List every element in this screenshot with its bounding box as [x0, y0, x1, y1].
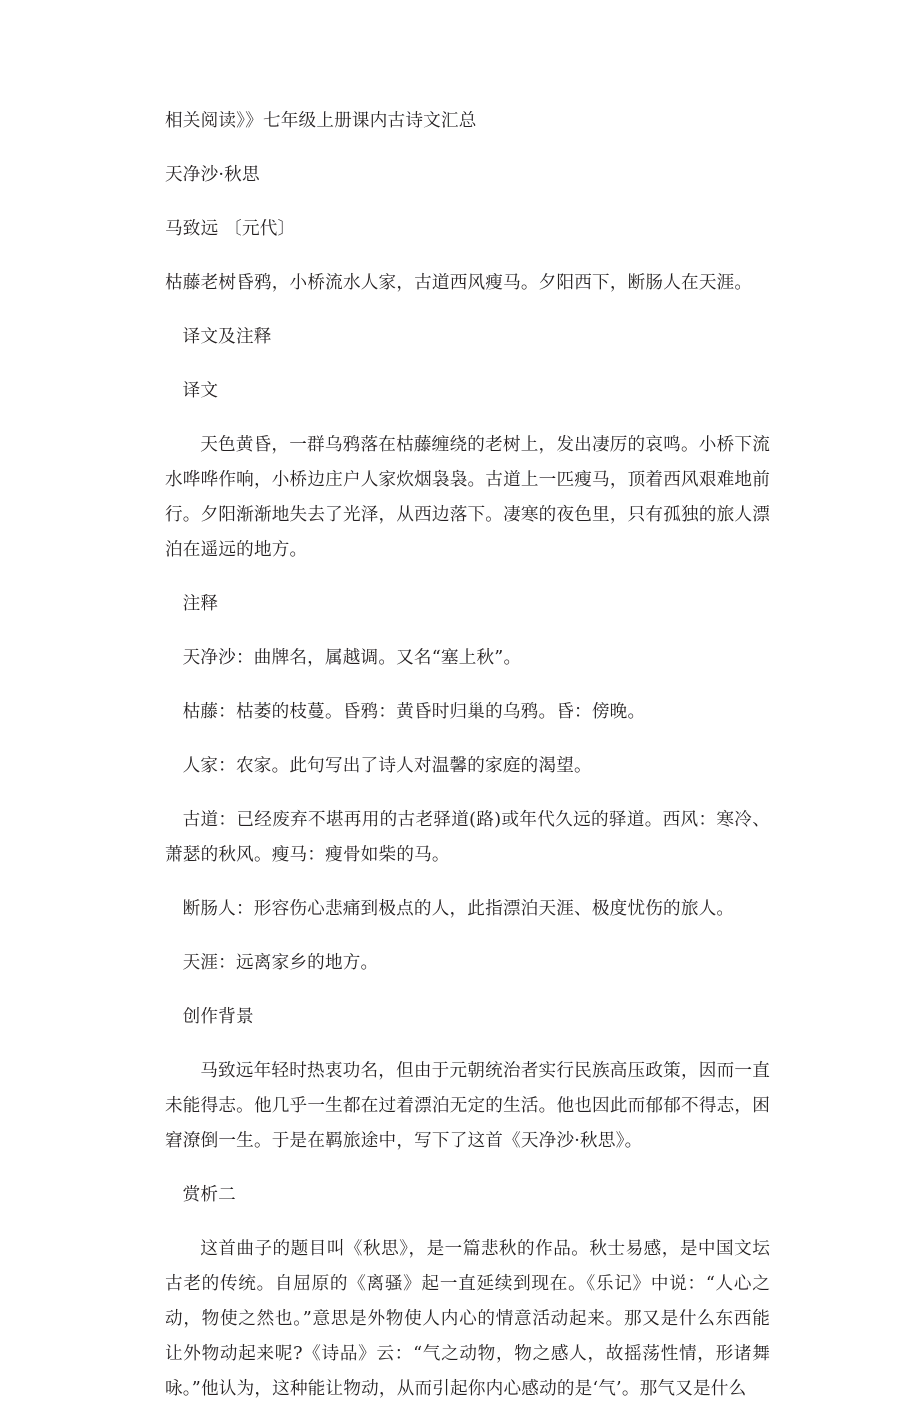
appreciation-body: 这首曲子的题目叫《秋思》，是一篇悲秋的作品。秋士易感，是中国文坛古老的传统。自屈原的《离骚》起一直延续到现在。《乐记》中说：“人心之动，物使之然也。”意思是外物使人内心的情意活动起来。那又是什么东西能让外物动起来呢?《诗品》云：“气之动物，物之感人，故摇荡性情，形诸舞咏。”他认为，这种能让物动，从而引起你内心感动的是‘气’。那气又是什么	[165, 1239, 770, 1399]
section-heading-translation: 译文	[182, 381, 219, 401]
breadcrumb: 相关阅读》》七年级上册课内古诗文汇总	[165, 111, 477, 131]
note-item: 人家：农家。此句写出了诗人对温馨的家庭的渴望。	[182, 756, 592, 776]
section-heading-translation-and-notes: 译文及注释	[182, 327, 272, 347]
section-heading-appreciation: 赏析二	[182, 1185, 236, 1205]
section-heading-background: 创作背景	[182, 1007, 254, 1027]
poem-title: 天净沙·秋思	[165, 165, 260, 185]
note-item: 枯藤：枯萎的枝蔓。昏鸦：黄昏时归巢的乌鸦。昏：傍晚。	[182, 702, 646, 722]
poem-author: 马致远 〔元代〕	[165, 219, 296, 239]
translation-body: 天色黄昏，一群乌鸦落在枯藤缠绕的老树上，发出凄厉的哀鸣。小桥下流水哗哗作响，小桥边庄户人家炊烟袅袅。古道上一匹瘦马，顶着西风艰难地前行。夕阳渐渐地失去了光泽，从西边落下。凄寒的夜色里，只有孤独的旅人漂泊在遥远的地方。	[165, 435, 770, 560]
section-heading-notes: 注释	[182, 594, 219, 614]
document-body	[165, 104, 770, 1407]
background-body: 马致远年轻时热衷功名，但由于元朝统治者实行民族高压政策，因而一直未能得志。他几乎一生都在过着漂泊无定的生活。他也因此而郁郁不得志，困窘潦倒一生。于是在羁旅途中，写下了这首《天净沙·秋思》。	[165, 1061, 770, 1151]
note-item: 古道：已经废弃不堪再用的古老驿道(路)或年代久远的驿道。西风：寒冷、萧瑟的秋风。瘦马：瘦骨如柴的马。	[165, 810, 770, 865]
note-item: 天净沙：曲牌名，属越调。又名“塞上秋”。	[182, 648, 522, 668]
note-item: 天涯：远离家乡的地方。	[182, 953, 379, 973]
note-item: 断肠人：形容伤心悲痛到极点的人，此指漂泊天涯、极度忧伤的旅人。	[182, 899, 735, 919]
poem-text: 枯藤老树昏鸦，小桥流水人家，古道西风瘦马。夕阳西下，断肠人在天涯。	[165, 273, 753, 293]
